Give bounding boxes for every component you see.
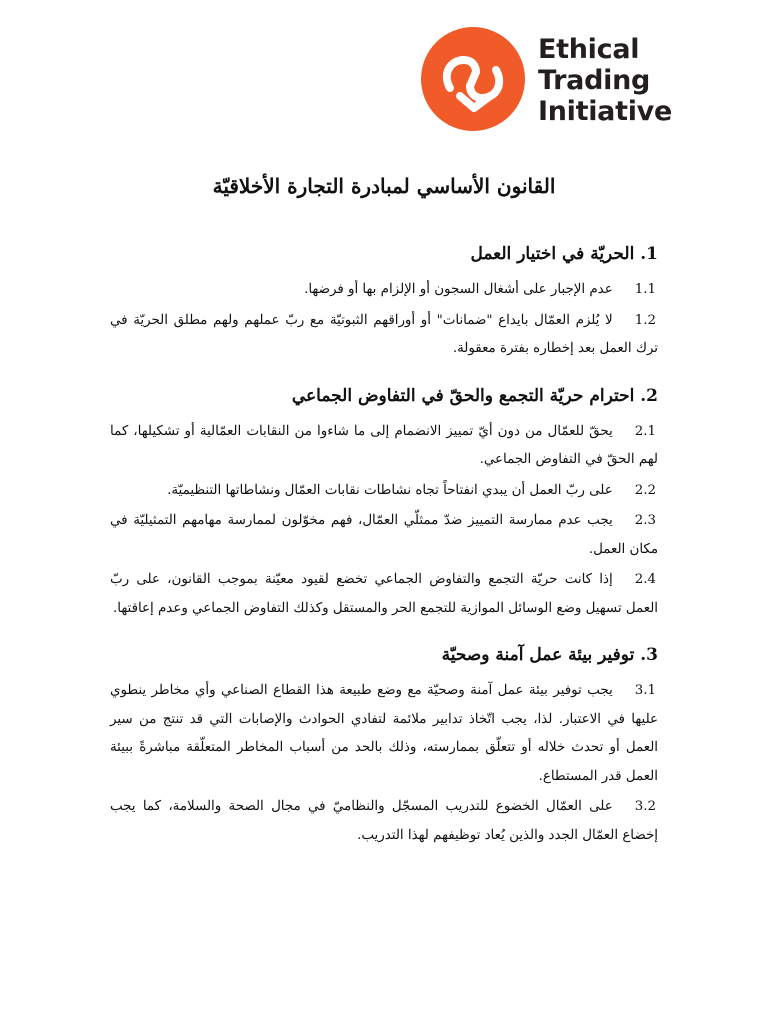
clause-text: على العمّال الخضوع للتدريب المسجّل والنظاميّ في مجال الصحة والسلامة، كما يجب إخضاع العمّال الجدد والذين يُعاد توظيفهم لهذا التدريب. [110, 799, 658, 843]
document-title: القانون الأساسي لمبادرة التجارة الأخلاقيّة [212, 174, 556, 198]
clause-number: 1.1 [634, 282, 656, 297]
logo-line-ethical: Ethical [538, 34, 640, 65]
section-heading: 1. الحريّة في اختيار العمل [470, 244, 658, 264]
section-heading: 3. توفير بيئة عمل آمنة وصحيّة [441, 645, 658, 665]
clause-number: 2.3 [634, 513, 656, 528]
clause-text: عدم الإجبار على أشغال السجون أو الإلزام بها أو فرضها. [304, 282, 613, 297]
clause-text: يحقّ للعمّال من دون أيّ تمييز الانضمام إلى ما شاءوا من النقابات العمّالية أو تشكيلها، كما لهم الحقّ في التفاوض الجماعي. [110, 423, 658, 467]
clause-2-2 [110, 477, 658, 506]
clause-number: 2.1 [634, 423, 656, 439]
clause-3-1 [110, 677, 658, 791]
logo-line-trading: Trading [538, 65, 651, 96]
clause-text: إذا كانت حريّة التجمع والتفاوض الجماعي تخضع لقيود معيّنة بموجب القانون، على ربّ العمل تسهيل وضع الوسائل الموازية للتجمع الحر والمستقل وكذلك التفاوض الجماعي وعدم إعاقتها. [110, 572, 658, 616]
clause-number: 3.1 [634, 683, 656, 698]
section-forced-labour [110, 240, 658, 364]
clause-3-2 [110, 793, 658, 850]
section-safe-working-conditions [110, 641, 658, 850]
clause-1-2 [110, 307, 658, 364]
clause-text: يجب عدم ممارسة التمييز ضدّ ممثلّي العمّال، فهم مخوّلون لممارسة مهامهم التمثيليّة في مكان العمل. [110, 513, 658, 557]
logo-line-initiative: Initiative [538, 96, 672, 127]
clause-number: 2.4 [634, 572, 656, 587]
section-freedom-of-association [110, 382, 658, 624]
clause-text: لا يُلزم العمّال بايداع "ضمانات" أو أوراقهم الثبوتيّة مع ربّ عملهم ولهم مطلق الحريّة في ترك العمل بعد إخطاره بفترة معقولة. [110, 312, 658, 356]
eti-logo-icon [420, 26, 526, 132]
clause-2-3 [110, 507, 658, 564]
clause-text: يجب توفير بيئة عمل آمنة وصحيّة مع وضع طبيعة هذا القطاع الصناعي وأي مخاطر ينطوي عليها في الاعتبار. لذا، يجب اتّخاذ تدابير ملائمة لتفادي الحوادث والإصابات التي قد تنتج من سير العمل أو تحدث خلاله أو تتعلّق بممارسته، وذلك بالحد من أسباب المخاطر المتعلّقة مباشرةً ببيئة العمل قدر المستطاع. [110, 683, 658, 784]
clause-1-1 [110, 276, 658, 305]
eti-logo [420, 26, 680, 136]
eti-logo-wordmark [538, 34, 672, 127]
clause-number: 2.2 [634, 482, 656, 498]
document-body [110, 170, 658, 868]
clause-2-4 [110, 566, 658, 623]
clause-2-1 [110, 418, 658, 475]
clause-text: على ربّ العمل أن يبدي انفتاحاً تجاه نشاطات نقابات العمّال ونشاطاتها التنظيميّة. [167, 482, 613, 498]
clause-number: 3.2 [634, 799, 656, 814]
clause-number: 1.2 [634, 312, 656, 328]
section-heading: 2. احترام حريّة التجمع والحقّ في التفاوض الجماعي [291, 385, 658, 406]
